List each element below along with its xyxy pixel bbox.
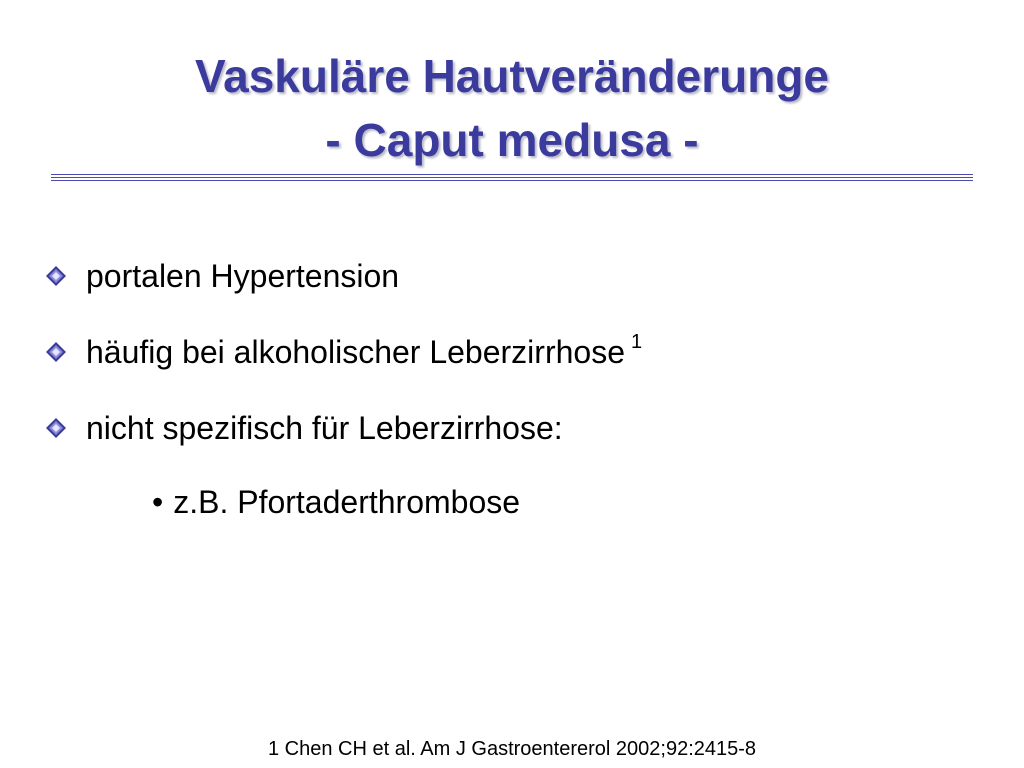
bullet-list <box>46 248 946 476</box>
title-line-1: Vaskuläre Hautveränderunge <box>194 50 830 102</box>
bullet-item <box>46 324 946 400</box>
sub-bullet-item <box>152 474 520 530</box>
diamond-bullet-icon <box>46 342 66 362</box>
bullet-item <box>46 400 946 476</box>
footnote-reference: 1 <box>630 331 643 353</box>
bullet-text: häufig bei alkoholischer Leberzirrhose $^1$ <box>86 331 643 370</box>
slide-title <box>0 44 1024 172</box>
bullet-item <box>46 248 946 324</box>
bullet-text: nicht spezifisch für Leberzirrhose: <box>86 410 563 446</box>
sub-bullet-text: z.B. Pfortaderthrombose <box>173 484 521 520</box>
sub-bullet-marker: • <box>152 484 164 520</box>
footnote: 1 Chen CH et al. Am J Gastroentererol 2002;92:2415-8 <box>267 738 757 760</box>
title-line-2: - Caput medusa - <box>325 114 699 166</box>
diamond-bullet-icon <box>46 418 66 438</box>
diamond-bullet-icon <box>46 266 66 286</box>
bullet-text: portalen Hypertension <box>86 258 400 294</box>
title-divider <box>51 174 973 184</box>
